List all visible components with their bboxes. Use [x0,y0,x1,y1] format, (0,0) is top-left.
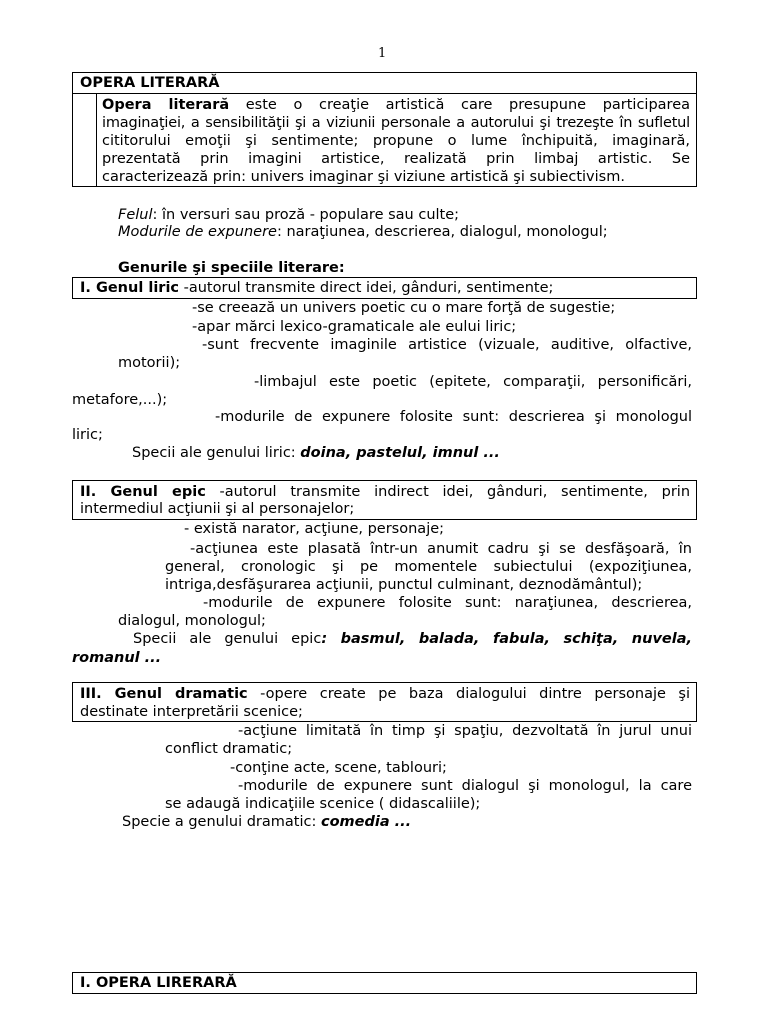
epic-item-3: -modurile de expunere folosite sunt: naraţiunea, descrierea, [203,595,692,611]
dramatic-species-line [122,813,411,831]
genuri-heading: Genurile şi speciile literare: [118,260,345,276]
definition-line-2: imaginaţiei, a sensibilităţii şi a viziunii personale a autorului şi trezeşte în sufletul [102,115,690,131]
liric-item-3-cont: motorii); [118,355,181,371]
epic-item-1: - există narator, acţiune, personaje; [184,521,445,537]
epic-intro-2: intermediul acţiunii şi al personajelor; [80,501,355,517]
liric-title-line [80,279,553,297]
dramatic-intro-1: -opere create pe baza dialogului dintre personaje şi [247,686,690,702]
dramatic-species: comedia ... [320,814,412,830]
liric-item-3: -sunt frecvente imaginile artistice (vizuale, auditive, olfactive, [202,337,692,353]
epic-title: II. Genul epic [80,484,206,500]
dramatic-item-1: -acţiune limitată în timp şi spaţiu, dezvoltată în jurul unui [238,723,692,739]
epic-item-3-cont: dialogul, monologul; [118,613,266,629]
dramatic-intro-2: destinate interpretării scenice; [80,704,303,720]
definition-line-3: cititorului emoţii şi sentimente; propune o lume închipuită, imaginară, [102,133,690,149]
liric-species: doina, pastelul, imnul ... [300,445,500,461]
liric-species-label: Specii ale genului liric: [132,445,296,461]
epic-item-2: -acţiunea este plasată într-un anumit cadru şi se desfăşoară, în [190,541,692,557]
definition-line-4: prezentată prin imagini artistice, realizată prin limbaj artistic. Se [102,151,690,167]
footer-title: I. OPERA LIRERARĂ [80,975,237,991]
dramatic-item-3: -modurile de expunere sunt dialogul şi monologul, la care [238,778,692,794]
dramatic-title: III. Genul dramatic [80,686,248,702]
dramatic-item-1-cont: conflict dramatic; [165,741,293,757]
liric-item-5-cont: liric; [72,427,103,443]
epic-species-2: romanul ... [72,650,162,666]
felul-line [118,206,459,224]
liric-intro: -autorul transmite direct idei, gânduri, sentimente; [179,280,554,296]
dramatic-item-3-cont: se adaugă indicaţiile scenice ( didascaliile); [165,796,481,812]
definition-text-1: este o creaţie artistică care presupune participarea [245,97,690,113]
dramatic-item-2: -conţine acte, scene, tablouri; [230,760,447,776]
epic-title-line [80,483,690,501]
felul-label: Felul [118,207,153,223]
liric-item-2: -apar mărci lexico-gramaticale ale eului liric; [192,319,517,335]
dramatic-title-line [80,685,690,703]
liric-item-1: -se creează un univers poetic cu o mare forţă de sugestie; [192,300,616,316]
definition-line-1 [102,96,690,114]
moduri-label: Modurile de expunere [118,224,277,240]
epic-species-label: Specii ale genului epic [133,631,322,647]
liric-title: I. Genul liric [80,280,180,296]
dramatic-species-label: Specie a genului dramatic: [122,814,317,830]
epic-item-2-cont-2: intriga,desfăşurarea acţiunii, punctul culminant, deznodământul); [165,577,643,593]
opera-header: OPERA LITERARĂ [80,75,220,91]
liric-item-4-cont: metafore,...); [72,392,168,408]
page-number: 1 [378,46,387,61]
epic-species-1: : basmul, balada, fabula, schiţa, nuvela, [321,631,692,647]
liric-item-5: -modurile de expunere folosite sunt: descrierea şi monologul [215,409,692,425]
liric-item-4: -limbajul este poetic (epitete, comparaţii, personificări, [254,374,692,390]
epic-item-2-cont-1: general, cronologic şi pe momentele subiectului (expoziţiunea, [165,559,692,575]
moduri-line [118,223,608,241]
definition-term: Opera literară [102,97,230,113]
felul-text: : în versuri sau proză - populare sau culte; [152,207,460,223]
epic-species-line [133,630,692,648]
epic-intro-1: -autorul transmite indirect idei, gânduri, sentimente, prin [205,484,691,500]
liric-species-line [132,444,500,462]
moduri-text: : naraţiunea, descrierea, dialogul, monologul; [276,224,608,240]
definition-line-5: caracterizează prin: univers imaginar şi viziune artistică şi subiectivism. [102,169,625,185]
